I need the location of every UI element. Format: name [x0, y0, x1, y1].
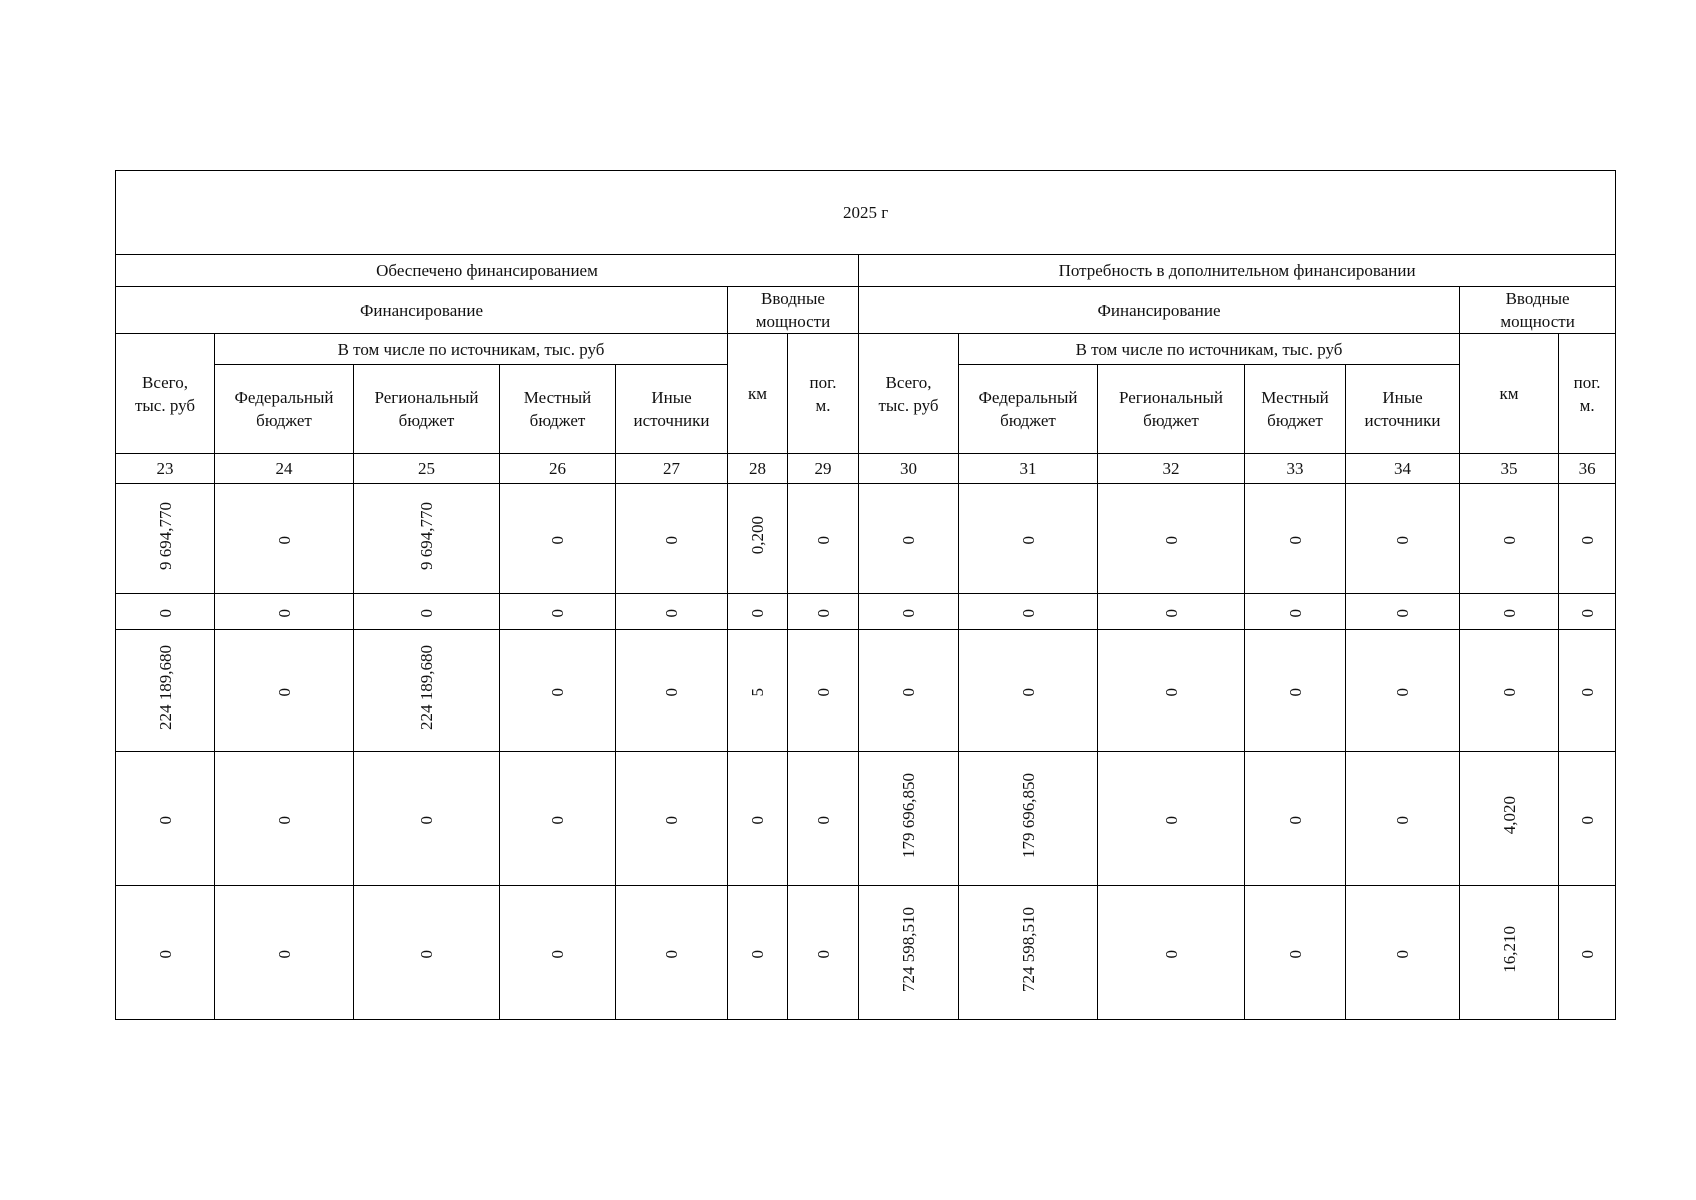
table-cell: 0,200: [748, 516, 767, 555]
table-cell: 0: [662, 535, 681, 544]
table-cell: 0: [274, 687, 294, 696]
table-cell: 0: [548, 608, 567, 617]
table-cell: 0: [155, 815, 175, 824]
local-header: Местный бюджет: [500, 365, 616, 454]
table-cell: 0: [1161, 949, 1181, 958]
table-cell: 0: [1161, 535, 1181, 544]
table-cell: 0: [274, 815, 294, 824]
table-cell: 0: [1393, 687, 1412, 696]
table-row: [116, 752, 1616, 886]
federal-header: Федеральный бюджет: [959, 365, 1098, 454]
table-cell: 179 696,850: [1018, 773, 1038, 858]
table-cell: 0: [748, 815, 767, 824]
column-number: 36: [1559, 454, 1616, 484]
table-cell: 0: [1577, 815, 1597, 824]
table-cell: 0: [274, 535, 294, 544]
table-cell: 0: [748, 608, 767, 617]
column-number: 29: [788, 454, 859, 484]
table-cell: 0: [662, 608, 681, 617]
table-cell: 0: [1285, 608, 1305, 617]
capacity-header: Вводные мощности: [728, 287, 859, 334]
km-header: км: [728, 334, 788, 454]
additional-group-header: Потребность в дополнительном финансировании: [859, 255, 1616, 287]
table-cell: 0: [548, 535, 567, 544]
total-header: Всего, тыс. руб: [116, 334, 215, 454]
column-number-row: [116, 454, 1616, 484]
table-cell: 0: [1161, 815, 1181, 824]
other-header: Иные источники: [616, 365, 728, 454]
financing-header: Финансирование: [116, 287, 728, 334]
table-cell: 0: [1393, 949, 1412, 958]
column-number: 26: [500, 454, 616, 484]
column-number: 33: [1245, 454, 1346, 484]
column-number: 27: [616, 454, 728, 484]
financing-header: Финансирование: [859, 287, 1460, 334]
table-cell: 0: [1577, 687, 1597, 696]
table-cell: 0: [548, 687, 567, 696]
table-cell: 0: [548, 815, 567, 824]
table-cell: 5: [748, 687, 767, 696]
table-cell: 0: [417, 949, 436, 958]
table-cell: 0: [1577, 949, 1597, 958]
pog-m-header: пог. м.: [788, 334, 859, 454]
table-cell: 9 694,770: [155, 501, 175, 570]
table-cell: 0: [155, 949, 175, 958]
table-cell: 0: [748, 949, 767, 958]
table-cell: 0: [1285, 815, 1305, 824]
year-title: 2025 г: [116, 171, 1616, 255]
table-cell: 724 598,510: [899, 907, 918, 992]
table-cell: 0: [1161, 687, 1181, 696]
table-cell: 0: [274, 608, 294, 617]
regional-header: Региональный бюджет: [354, 365, 500, 454]
sources-header: В том числе по источникам, тыс. руб: [215, 334, 728, 365]
table-cell: 224 189,680: [155, 645, 175, 730]
federal-header: Федеральный бюджет: [215, 365, 354, 454]
table-cell: 0: [1499, 535, 1519, 544]
table-cell: 0: [813, 687, 833, 696]
table-cell: 0: [813, 535, 833, 544]
table-cell: 0: [813, 949, 833, 958]
table-cell: 0: [1285, 687, 1305, 696]
sources-header: В том числе по источникам, тыс. руб: [959, 334, 1460, 365]
column-number: 25: [354, 454, 500, 484]
table-cell: 0: [1393, 535, 1412, 544]
table-row: [116, 594, 1616, 630]
table-cell: 0: [417, 815, 436, 824]
table-cell: 0: [899, 535, 918, 544]
table-cell: 0: [662, 949, 681, 958]
column-number: 34: [1346, 454, 1460, 484]
table-row: [116, 484, 1616, 594]
table-cell: 0: [1499, 687, 1519, 696]
table-cell: 0: [899, 687, 918, 696]
table-cell: 0: [1577, 608, 1597, 617]
table-cell: 0: [813, 608, 833, 617]
table-cell: 4,020: [1499, 796, 1519, 835]
table-cell: 0: [899, 608, 918, 617]
secured-group-header: Обеспечено финансированием: [116, 255, 859, 287]
other-header: Иные источники: [1346, 365, 1460, 454]
column-number: 28: [728, 454, 788, 484]
table-cell: 0: [1161, 608, 1181, 617]
column-number: 23: [116, 454, 215, 484]
pog-m-header: пог. м.: [1559, 334, 1616, 454]
table-cell: 0: [548, 949, 567, 958]
table-cell: 0: [813, 815, 833, 824]
table-cell: 724 598,510: [1018, 907, 1038, 992]
table-row: [116, 886, 1616, 1020]
total-header: Всего, тыс. руб: [859, 334, 959, 454]
table-cell: 0: [1018, 535, 1038, 544]
table-cell: 0: [1285, 949, 1305, 958]
table-cell: 0: [155, 608, 175, 617]
column-number: 35: [1460, 454, 1559, 484]
table-cell: 9 694,770: [417, 501, 436, 570]
capacity-header: Вводные мощности: [1460, 287, 1616, 334]
column-number: 30: [859, 454, 959, 484]
table-cell: 0: [1285, 535, 1305, 544]
table-cell: 0: [1499, 608, 1519, 617]
table-cell: 0: [417, 608, 436, 617]
financing-table: [115, 170, 1616, 1020]
column-number: 32: [1098, 454, 1245, 484]
table-cell: 0: [274, 949, 294, 958]
table-cell: 0: [662, 815, 681, 824]
table-row: [116, 630, 1616, 752]
column-number: 24: [215, 454, 354, 484]
column-number: 31: [959, 454, 1098, 484]
table-cell: 0: [662, 687, 681, 696]
local-header: Местный бюджет: [1245, 365, 1346, 454]
table-cell: 0: [1018, 687, 1038, 696]
table-cell: 0: [1577, 535, 1597, 544]
km-header: км: [1460, 334, 1559, 454]
table-cell: 224 189,680: [417, 645, 436, 730]
table-cell: 16,210: [1499, 926, 1519, 973]
regional-header: Региональный бюджет: [1098, 365, 1245, 454]
table-cell: 179 696,850: [899, 773, 918, 858]
table-cell: 0: [1393, 815, 1412, 824]
table-cell: 0: [1018, 608, 1038, 617]
table-cell: 0: [1393, 608, 1412, 617]
